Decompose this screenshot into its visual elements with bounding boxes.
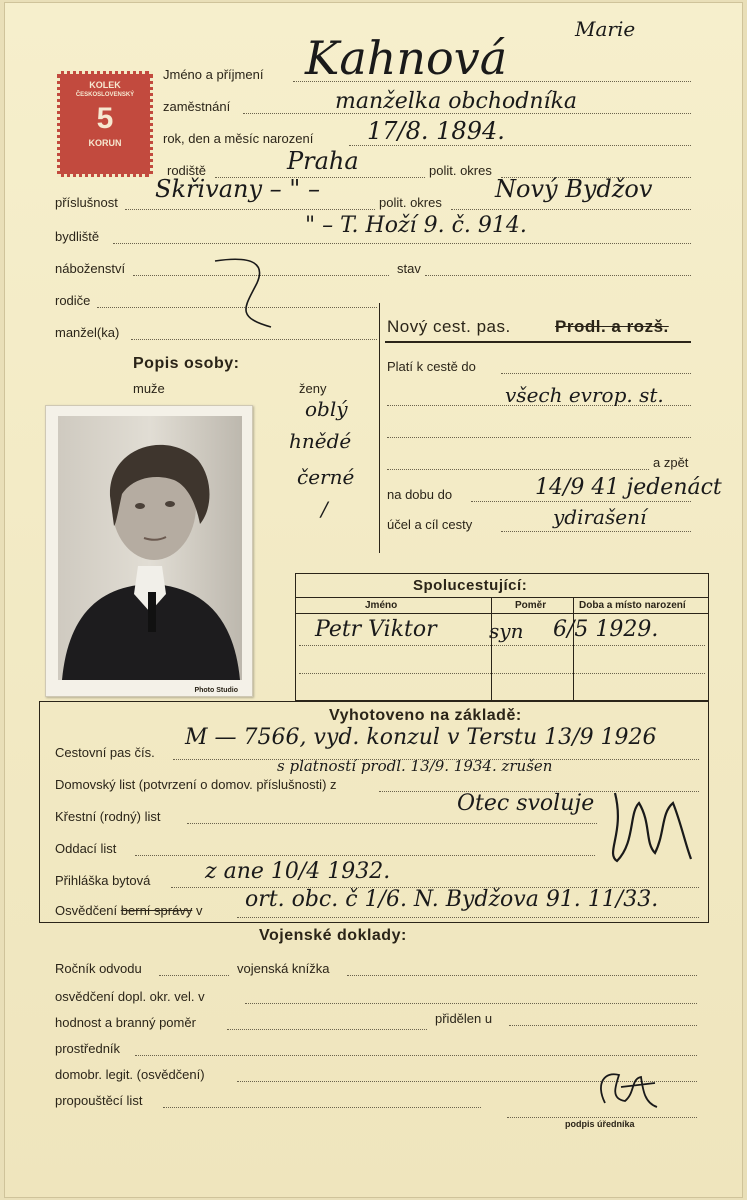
polit-okres-label-2: polit. okres	[379, 195, 442, 210]
passport-number-value: M — 7566, vyd. konzul v Terstu 13/9 1926	[185, 725, 657, 750]
valid-line-3	[387, 437, 691, 438]
occupation-value: manželka obchodníka	[335, 89, 578, 114]
supplement-certificate-line	[245, 1003, 697, 1004]
valid-label: Platí k cestě do	[387, 359, 476, 374]
military-book-line	[347, 975, 697, 976]
rank-line	[227, 1029, 427, 1030]
companions-row-line-2	[299, 673, 705, 674]
supplement-certificate-label: osvědčení dopl. okr. vel. v	[55, 989, 205, 1004]
certificate-label	[55, 903, 202, 918]
new-passport-heading: Nový cest. pas.	[387, 317, 511, 336]
birthplace-value: Praha	[287, 147, 359, 175]
companions-header-top	[295, 597, 709, 598]
brace-stroke	[205, 255, 305, 335]
revenue-stamp	[57, 71, 153, 177]
assigned-label: přidělen u	[435, 1011, 493, 1026]
given-name-handwriting: Marie	[575, 17, 636, 41]
valid-line-4	[387, 469, 649, 470]
legion-label: domobr. legit. (osvědčení)	[55, 1067, 205, 1082]
marriage-line	[135, 855, 595, 856]
mediator-label: prostředník	[55, 1041, 121, 1056]
description-heading: Popis osoby:	[133, 355, 240, 372]
stamp-middle-text: ČESKOSLOVENSKÝ	[75, 92, 135, 98]
passport-number-label: Cestovní pas čís.	[55, 745, 155, 760]
citizenship-label: příslušnost	[55, 195, 118, 210]
photo-image	[58, 416, 242, 680]
parents-label: rodiče	[55, 293, 91, 308]
companions-col-divider-2	[573, 597, 574, 701]
description-line-3: černé	[297, 465, 355, 489]
birth-line	[349, 145, 691, 146]
military-heading: Vojenské doklady:	[259, 927, 407, 944]
companions-col-birth: Doba a místo narození	[579, 600, 686, 611]
valid-value: všech evrop. st.	[505, 383, 664, 407]
companion-relation: syn	[489, 619, 524, 643]
residence-label: bydliště	[55, 229, 100, 244]
occupation-label: zaměstnání	[163, 99, 231, 114]
stamp-bottom-text: KORUN	[88, 138, 122, 148]
spouse-line	[131, 339, 377, 340]
official-signature-basis	[595, 773, 695, 873]
valid-line-1	[501, 373, 691, 374]
religion-label: náboženství	[55, 261, 126, 276]
description-line-2: hnědé	[289, 429, 352, 453]
photo-studio-label: Photo Studio	[194, 687, 238, 694]
birth-label: rok, den a měsíc narození	[163, 131, 314, 146]
extension-heading-struck: Prodl. a rozš.	[555, 317, 669, 336]
duration-value: 14/9 41 jedenáct	[535, 475, 722, 500]
certificate-label-b: v	[195, 903, 203, 918]
marriage-label: Oddací list	[55, 841, 117, 856]
mediator-line	[135, 1055, 697, 1056]
companions-header-bottom	[295, 613, 709, 614]
female-label: ženy	[299, 381, 327, 396]
companions-row-line-1	[299, 645, 705, 646]
description-line-4: /	[321, 497, 328, 521]
description-line-1: oblý	[305, 397, 348, 421]
discharge-line	[163, 1107, 481, 1108]
baptism-label: Křestní (rodný) list	[55, 809, 161, 824]
signature-caption: podpis úředníka	[565, 1119, 635, 1129]
basis-heading: Vyhotoveno na základě:	[329, 707, 522, 724]
registration-label: Přihláška bytová	[55, 873, 151, 888]
companion-birth: 6/5 1929.	[553, 617, 659, 642]
marital-label: stav	[397, 261, 421, 276]
portrait-silhouette	[58, 416, 242, 680]
stamp-value: 5	[96, 102, 114, 135]
companions-col-divider-1	[491, 597, 492, 701]
birthplace-label: rodiště	[167, 163, 207, 178]
assigned-line	[509, 1025, 697, 1026]
companions-col-relation: Poměr	[515, 600, 547, 611]
certificate-line	[237, 917, 699, 918]
birth-value: 17/8. 1894.	[367, 117, 505, 145]
domicile-label: Domovský list (potvrzení o domov. příslušnosti) z	[55, 777, 337, 792]
purpose-line	[501, 531, 691, 532]
column-divider	[379, 303, 380, 553]
domicile-value: Otec svoluje	[457, 791, 595, 816]
male-label: muže	[133, 381, 165, 396]
passport-application-form	[4, 2, 743, 1198]
polit-okres-line-2	[451, 209, 691, 210]
portrait-photo	[45, 405, 253, 697]
residence-value: " – T. Hoží 9. č. 914.	[305, 213, 527, 238]
discharge-label: propouštěcí list	[55, 1093, 143, 1108]
certificate-value: ort. obc. č 1/6. N. Bydžova 91. 11/33.	[245, 887, 659, 912]
rank-label: hodnost a branný poměr	[55, 1015, 196, 1030]
certificate-label-struck: berní správy	[120, 903, 193, 918]
registration-value: z ane 10/4 1932.	[205, 859, 391, 884]
name-value: Kahnová	[305, 31, 508, 85]
certificate-label-a: Osvědčení	[55, 903, 118, 918]
baptism-line	[187, 823, 597, 824]
and-back-label: a zpět	[653, 455, 689, 470]
duration-label: na dobu do	[387, 487, 453, 502]
citizenship-value: Skřivany – " –	[155, 175, 320, 203]
companion-name: Petr Viktor	[315, 617, 437, 642]
marital-line	[425, 275, 691, 276]
purpose-label: účel a cíl cesty	[387, 517, 473, 532]
companions-col-name: Jméno	[365, 600, 398, 611]
military-book-label: vojenská knížka	[237, 961, 330, 976]
polit-okres-value-2: Nový Bydžov	[495, 175, 653, 203]
name-label: Jméno a příjmení	[163, 67, 264, 82]
companions-heading: Spolucestující:	[413, 577, 528, 594]
passport-number-note: s platností prodl. 13/9. 1934. zrušen	[277, 757, 553, 775]
passport-heading-rule	[385, 341, 691, 343]
citizenship-line	[125, 209, 375, 210]
official-signature	[585, 1063, 665, 1119]
conscription-label: Ročník odvodu	[55, 961, 142, 976]
spouse-label: manžel(ka)	[55, 325, 120, 340]
stamp-top-text: KOLEK	[89, 80, 121, 90]
purpose-value: ydirašení	[553, 505, 647, 529]
polit-okres-label-1: polit. okres	[429, 163, 492, 178]
residence-line	[113, 243, 691, 244]
conscription-line	[159, 975, 229, 976]
duration-line	[471, 501, 691, 502]
signature-line	[507, 1117, 697, 1118]
